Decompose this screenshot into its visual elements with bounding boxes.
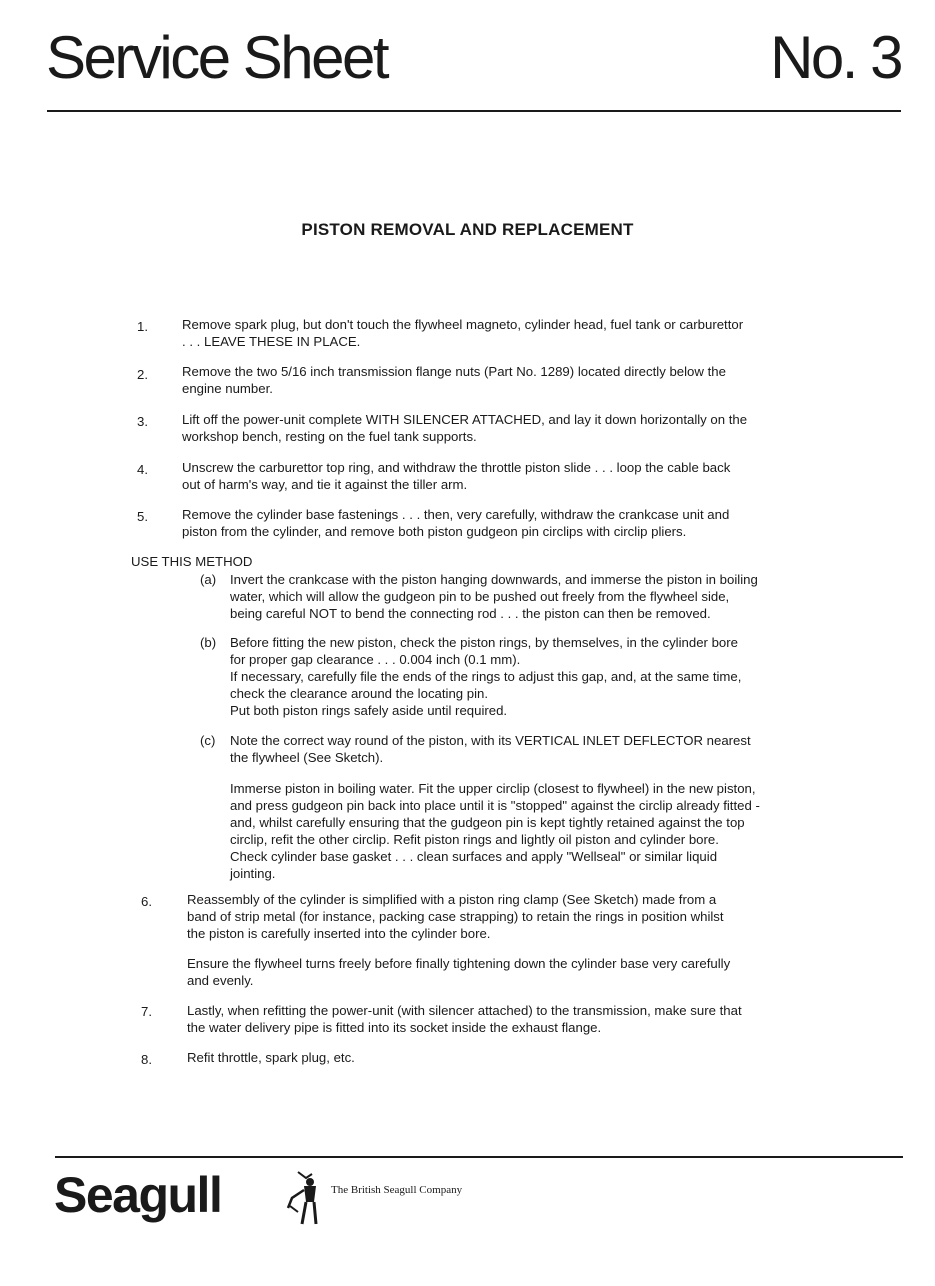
step-line: Unscrew the carburettor top ring, and withdraw the throttle piston slide . . . loop the cable back [182,460,731,475]
step-text [182,506,729,540]
paragraph-line: and press gudgeon pin back into place until it is "stopped" against the circlip already fitted - [230,798,760,813]
step-number: 6. [141,894,152,909]
step-text [187,1002,742,1036]
paragraph-line: and, whilst carefully ensuring that the gudgeon pin is kept tightly retained against the top [230,815,745,830]
substep-label: (c) [200,733,216,748]
substep-line: water, which will allow the gudgeon pin to be pushed out freely from the flywheel side, [230,589,730,604]
substep-line: check the clearance around the locating pin. [230,686,489,701]
substep-label: (b) [200,635,217,650]
paragraph-line: and evenly. [187,973,254,988]
substep-label: (a) [200,572,217,587]
step-text [187,1049,355,1066]
paragraph-line: Immerse piston in boiling water. Fit the upper circlip (closest to flywheel) in the new piston, [230,781,756,796]
substep-line: the flywheel (See Sketch). [230,750,384,765]
step-line: piston from the cylinder, and remove both piston gudgeon pin circlips with circlip pliers. [182,524,687,539]
step-line: Lift off the power-unit complete WITH SILENCER ATTACHED, and lay it down horizontally on the [182,412,748,427]
step-number: 2. [137,367,148,382]
step-text [182,316,743,350]
step-line: . . . LEAVE THESE IN PLACE. [182,334,361,349]
step-text [182,363,726,397]
paragraph-line: Ensure the flywheel turns freely before finally tightening down the cylinder base very carefully [187,956,731,971]
substep-line: Before fitting the new piston, check the piston rings, by themselves, in the cylinder bore [230,635,738,650]
substep-text [230,732,751,766]
page-title: Service Sheet [46,24,388,91]
method-heading: USE THIS METHOD [131,554,253,569]
substep-line: Put both piston rings safely aside until required. [230,703,508,718]
sailor-icon [284,1168,324,1230]
step-line: the water delivery pipe is fitted into its socket inside the exhaust flange. [187,1020,602,1035]
step-number: 7. [141,1004,152,1019]
paragraph-line: circlip, refit the other circlip. Refit piston rings and lightly oil piston and cylinder bore. [230,832,719,847]
footer-divider [55,1156,903,1158]
company-name: The British Seagull Company [331,1184,463,1196]
step-line: Remove the cylinder base fastenings . . . then, very carefully, withdraw the crankcase unit and [182,507,730,522]
seagull-logo: Seagull [54,1167,222,1223]
step-text [182,411,747,445]
step-text [187,891,724,942]
step-6-note [187,955,730,989]
step-number: 4. [137,462,148,477]
substep-line: Note the correct way round of the piston, with its VERTICAL INLET DEFLECTOR nearest [230,733,751,748]
step-line: workshop bench, resting on the fuel tank supports. [182,429,477,444]
step-number: 1. [137,319,148,334]
step-line: Remove the two 5/16 inch transmission flange nuts (Part No. 1289) located directly below the [182,364,726,379]
sheet-number: No. 3 [770,24,901,91]
step-number: 3. [137,414,148,429]
step-line: Reassembly of the cylinder is simplified with a piston ring clamp (See Sketch) made from a [187,892,717,907]
paragraph-line: Check cylinder base gasket . . . clean surfaces and apply "Wellseal" or similar liquid [230,849,718,864]
substep-text [230,634,741,719]
substep-line: being careful NOT to bend the connecting rod . . . the piston can then be removed. [230,606,711,621]
substep-line: If necessary, carefully file the ends of the rings to adjust this gap, and, at the same time, [230,669,742,684]
step-line: out of harm's way, and tie it against the tiller arm. [182,477,468,492]
step-line: Remove spark plug, but don't touch the flywheel magneto, cylinder head, fuel tank or carburettor [182,317,744,332]
substep-line: for proper gap clearance . . . 0.004 inch (0.1 mm). [230,652,521,667]
step-line: Refit throttle, spark plug, etc. [187,1050,355,1065]
step-text [182,459,730,493]
step-line: band of strip metal (for instance, packing case strapping) to retain the rings in position whilst [187,909,724,924]
document-heading: PISTON REMOVAL AND REPLACEMENT [301,220,634,239]
substep-text [230,571,758,622]
header-divider [47,110,901,112]
paragraph-line: jointing. [230,866,276,881]
step-number: 8. [141,1052,152,1067]
step-line: engine number. [182,381,273,396]
substep-c-paragraph [230,780,760,882]
step-line: Lastly, when refitting the power-unit (with silencer attached) to the transmission, make sure that [187,1003,742,1018]
step-number: 5. [137,509,148,524]
step-line: the piston is carefully inserted into the cylinder bore. [187,926,491,941]
substep-line: Invert the crankcase with the piston hanging downwards, and immerse the piston in boiling [230,572,758,587]
